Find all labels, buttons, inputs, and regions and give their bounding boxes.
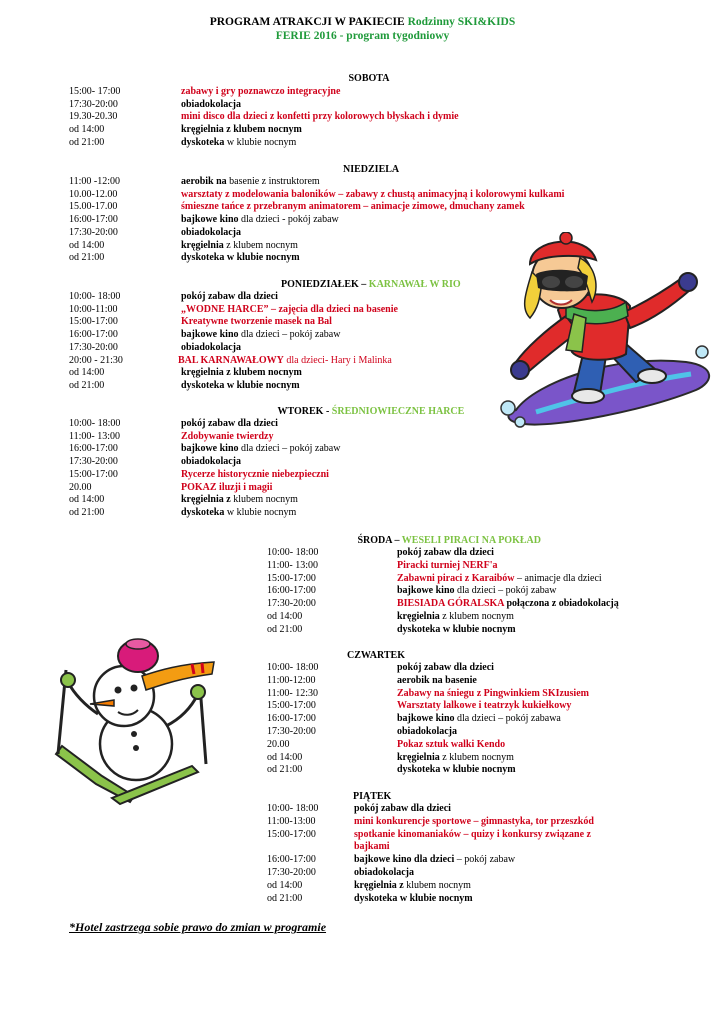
activity-detail: w klubie nocnym (224, 506, 297, 518)
schedule-row (267, 829, 725, 842)
activity-detail: dla dzieci – pokój zabaw (238, 443, 341, 455)
row-activity (354, 867, 414, 880)
row-activity (397, 688, 589, 701)
activity-bold: obiadokolacja (181, 341, 242, 353)
row-time: 17:30-20:00 (267, 598, 316, 610)
schedule-row (69, 494, 725, 507)
schedule-row (69, 86, 725, 99)
row-activity (181, 111, 459, 124)
schedule-row (267, 880, 725, 893)
schedule-row (267, 560, 725, 573)
activity-bold: pokój zabaw dla dzieci (181, 418, 278, 429)
activity-bold: dyskoteka w klubie nocnym (397, 764, 516, 776)
activity-bold: aerobik na (181, 176, 227, 187)
schedule-row (69, 367, 725, 380)
schedule-row (267, 675, 725, 688)
activity-bold: pokój zabaw dla dzieci (354, 803, 451, 814)
row-activity (181, 124, 302, 137)
schedule-row (69, 418, 725, 431)
schedule-row (267, 854, 725, 867)
row-activity (181, 494, 298, 507)
activity-bold: pokój zabaw dla dzieci (397, 547, 494, 558)
activity-detail: w klubie nocnym (224, 136, 297, 148)
schedule-row (267, 585, 725, 598)
activity-bold: obiadokolacja (181, 98, 242, 110)
row-time: 20.00 (267, 738, 290, 750)
snowman-illustration (42, 626, 222, 806)
day-heading (353, 790, 391, 803)
row-activity (354, 854, 515, 867)
activity-highlight: Zabawy na śniegu z Pingwinkiem SKIzusiem (397, 687, 589, 699)
schedule-row (267, 662, 725, 675)
activity-detail: basenie z instruktorem (226, 176, 320, 187)
activity-detail: dla dzieci – pokój zabaw (238, 329, 341, 341)
schedule-row (69, 482, 725, 495)
row-time: 10:00- 18:00 (267, 547, 319, 558)
row-activity (354, 893, 473, 906)
activity-bold: obiadokolacja (354, 867, 415, 878)
schedule-row (69, 111, 725, 124)
row-activity (397, 547, 494, 560)
row-activity (181, 99, 241, 112)
row-activity (354, 816, 594, 829)
day-name: ŚRODA – (357, 535, 400, 546)
activity-highlight: „WODNE HARCE” – zajęcia dla dzieci na basenie (181, 303, 398, 315)
schedule-row (267, 803, 725, 816)
row-activity (397, 611, 514, 624)
schedule-row (267, 752, 725, 765)
schedule-row (267, 726, 725, 739)
row-time: 15:00-17:00 (69, 468, 118, 480)
row-time: 11:00-12:00 (267, 674, 316, 686)
activity-highlight: Zabawni piraci z Karaibów (397, 572, 515, 584)
activity-bold: pokój zabaw dla dzieci (181, 291, 278, 302)
activity-bold: dyskoteka w klubie nocnym (354, 892, 473, 904)
day-heading (343, 163, 399, 176)
activity-detail: z klubem nocnym (439, 751, 514, 763)
row-activity (397, 624, 516, 637)
day-name: CZWARTEK (347, 650, 405, 661)
schedule-row (267, 598, 725, 611)
activity-detail: dla dzieci - pokój zabaw (238, 214, 339, 226)
activity-bold: kręgielnia (397, 611, 440, 622)
activity-highlight: spotkanie kinomaniaków – quizy i konkursy związane z (354, 828, 591, 840)
row-time: od 21:00 (69, 252, 105, 264)
schedule-row (267, 688, 725, 701)
row-activity (397, 573, 602, 586)
activity-bold: kręgielnia z klubem nocnym (181, 367, 302, 379)
row-activity (397, 764, 516, 777)
row-time: 10:00- 18:00 (267, 662, 319, 673)
schedule-row (267, 547, 725, 560)
activity-bold: bajkowe kino (181, 329, 239, 341)
row-time: 20:00 - 21:30 (69, 354, 123, 366)
schedule-row (69, 291, 725, 304)
schedule-row (267, 841, 725, 854)
footer-note: *Hotel zastrzega sobie prawo do zmian w programie (69, 920, 327, 934)
activity-bold: obiadokolacja (181, 226, 242, 238)
row-activity (181, 469, 329, 482)
activity-bold: bajkowe kino (181, 443, 239, 455)
activity-detail: z klubem nocnym (439, 611, 514, 622)
row-time: 16:00-17:00 (267, 585, 316, 597)
row-time: 17:30-20:00 (69, 456, 118, 468)
row-time: 17:30-20:00 (267, 726, 316, 737)
schedule-row (69, 469, 725, 482)
schedule-row (69, 189, 725, 202)
row-time: 11:00- 13:00 (69, 430, 121, 442)
day-theme: WESELI PIRACI NA POKŁAD (401, 535, 541, 546)
schedule-row (69, 443, 725, 456)
row-time: od 14:00 (69, 124, 105, 136)
schedule-row (69, 99, 725, 112)
activity-highlight: Rycerze historycznie niebezpieczni (181, 468, 329, 480)
schedule-row (69, 329, 725, 342)
row-activity (181, 418, 278, 431)
row-activity (181, 482, 272, 495)
row-activity (397, 726, 457, 739)
row-time: 17:30-20:00 (69, 226, 118, 238)
activity-detail: dla dzieci – pokój zabaw (454, 585, 557, 597)
schedule-row (69, 201, 725, 214)
activity-highlight: zabawy i gry poznawczo integracyjne (181, 86, 341, 97)
schedule-row (69, 342, 725, 355)
row-time: 10:00- 18:00 (69, 291, 121, 302)
row-activity (181, 329, 340, 342)
row-time: od 14:00 (267, 611, 303, 622)
day-theme: ŚREDNIOWIECZNE HARCE (331, 406, 465, 417)
row-time: 16:00-17:00 (267, 854, 316, 866)
activity-bold: pokój zabaw dla dzieci (397, 662, 494, 673)
row-activity (178, 355, 392, 368)
row-activity (181, 431, 274, 444)
schedule-row (69, 214, 725, 227)
activity-highlight: BAL KARNAWAŁOWY dla dzieci- Hary i Malinka (178, 354, 392, 366)
row-activity (181, 443, 340, 456)
row-activity (354, 803, 451, 816)
activity-highlight: mini disco dla dzieci z konfetti przy kolorowych błyskach i dymie (181, 111, 459, 123)
activity-highlight: BIESIADA GÓRALSKA (397, 598, 504, 610)
activity-bold: bajkowe kino (397, 713, 455, 725)
activity-bold: bajkowe kino (181, 214, 239, 226)
activity-detail: – animacje dla dzieci (514, 572, 602, 584)
row-activity (354, 829, 591, 842)
day-heading (278, 405, 465, 418)
row-time: od 21:00 (69, 136, 105, 148)
activity-detail: dla dzieci – pokój zabawa (454, 713, 561, 725)
row-activity (181, 201, 525, 214)
row-time: od 21:00 (267, 623, 303, 635)
row-time: 15:00-17:00 (267, 572, 316, 584)
row-time: 15:00-17:00 (267, 700, 316, 712)
row-time: od 21:00 (267, 764, 303, 776)
activity-highlight: Zdobywanie twierdzy (181, 430, 274, 442)
activity-highlight: POKAZ iluzji i magii (181, 481, 273, 493)
row-activity (397, 662, 494, 675)
row-time: 16:00-17:00 (267, 713, 316, 725)
activity-highlight: Piracki turniej NERF'a (397, 559, 498, 571)
row-activity (181, 252, 300, 265)
row-time: 17:30-20:00 (69, 341, 118, 353)
row-activity (181, 240, 298, 253)
day-name: NIEDZIELA (343, 164, 400, 175)
row-activity (181, 342, 241, 355)
row-activity (181, 176, 320, 189)
row-time: od 14:00 (69, 494, 105, 506)
row-activity (397, 560, 498, 573)
row-time: 10.00-12.00 (69, 188, 118, 200)
schedule-row (267, 624, 725, 637)
activity-bold: dyskoteka w klubie nocnym (397, 623, 516, 635)
activity-detail: z klubem nocnym (223, 239, 298, 251)
schedule-row (69, 507, 725, 520)
day-heading (281, 278, 461, 291)
row-activity (181, 137, 296, 150)
title-prefix: PROGRAM ATRAKCJI W PAKIECIE (209, 16, 405, 28)
schedule-row (69, 176, 725, 189)
activity-detail: klubem nocnym (403, 879, 471, 891)
activity-highlight: Pokaz sztuk walki Kendo (397, 738, 506, 750)
activity-bold: kręgielnia (397, 751, 440, 763)
schedule-row (69, 304, 725, 317)
day-heading (358, 534, 541, 547)
row-time: od 14:00 (69, 367, 105, 379)
row-time: 16:00-17:00 (69, 443, 118, 455)
row-time: 11:00 -12:00 (69, 176, 121, 187)
row-time: 20.00 (69, 481, 92, 493)
row-activity (181, 304, 398, 317)
schedule-row (267, 573, 725, 586)
activity-bold: kręgielnia z (181, 494, 231, 506)
day-theme: KARNAWAŁ W RIO (368, 279, 461, 290)
row-activity (397, 585, 556, 598)
row-time: 11:00-13:00 (267, 815, 316, 827)
schedule-row (267, 713, 725, 726)
day-name: PIĄTEK (353, 791, 392, 802)
row-time: 11:00- 12:30 (267, 687, 319, 699)
row-time: 10:00- 18:00 (267, 803, 319, 814)
row-activity (181, 291, 278, 304)
row-time: 15:00- 17:00 (69, 86, 121, 97)
row-time: 15:00-17:00 (267, 828, 316, 840)
row-time: 10:00- 18:00 (69, 418, 121, 429)
row-activity (354, 841, 390, 854)
schedule-row (69, 316, 725, 329)
activity-detail: klubem nocnym (230, 494, 298, 506)
row-activity (181, 214, 339, 227)
row-time: 10:00-11:00 (69, 303, 118, 315)
day-name: WTOREK - (277, 406, 330, 417)
activity-detail: – pokój zabaw (454, 854, 516, 866)
row-activity (181, 456, 241, 469)
row-time: 15.00-17.00 (69, 201, 118, 213)
row-activity (181, 316, 332, 329)
schedule-row (267, 764, 725, 777)
activity-bold: kręgielnia z klubem nocnym (181, 124, 302, 136)
row-activity (181, 380, 300, 393)
title-brand: Rodzinny SKI&KIDS (407, 16, 516, 28)
row-activity (181, 227, 241, 240)
row-activity (181, 189, 564, 202)
title-line-1 (0, 15, 725, 29)
activity-bold: dyskoteka w klubie nocnym (181, 379, 300, 391)
schedule-row (69, 380, 725, 393)
activity-highlight: warsztaty z modelowania baloników – zabawy z chustą animacyjną i kolorowymi kulkami (181, 188, 565, 200)
activity-bold: dyskoteka w klubie nocnym (181, 252, 300, 264)
row-time: 11:00- 13:00 (267, 559, 319, 571)
activity-bold: obiadokolacja (181, 456, 242, 468)
schedule-row (69, 431, 725, 444)
row-activity (181, 507, 296, 520)
activity-highlight: śmieszne tańce z przebranym animatorem – animacje zimowe, dmuchany zamek (181, 201, 525, 213)
row-time: 16:00-17:00 (69, 329, 118, 341)
row-activity (397, 752, 514, 765)
row-time: od 14:00 (267, 879, 303, 891)
schedule-row (69, 456, 725, 469)
row-time: 17:30-20:00 (267, 867, 316, 878)
row-activity (181, 86, 340, 99)
row-time: od 14:00 (267, 751, 303, 763)
row-time: 19.30-20.30 (69, 111, 118, 123)
row-activity (397, 739, 505, 752)
day-name: SOBOTA (348, 73, 390, 84)
schedule-row (267, 867, 725, 880)
row-time: od 21:00 (69, 379, 105, 391)
row-activity (397, 700, 571, 713)
schedule-row (267, 816, 725, 829)
row-time: 17:30-20:00 (69, 98, 118, 110)
activity-bold: dyskoteka (181, 506, 225, 518)
schedule-row (69, 240, 725, 253)
schedule-row (69, 355, 725, 368)
activity-bold: aerobik na basenie (397, 674, 477, 686)
activity-highlight: bajkami (354, 841, 390, 853)
activity-bold: obiadokolacja (397, 726, 458, 737)
day-name: PONIEDZIAŁEK – (281, 279, 367, 290)
activity-bold: dyskoteka (181, 136, 225, 148)
schedule-row (69, 124, 725, 137)
activity-highlight: Kreatywne tworzenie masek na Bal (181, 316, 332, 328)
schedule-row (267, 611, 725, 624)
row-activity (354, 880, 471, 893)
row-activity (397, 598, 619, 611)
day-heading (349, 72, 390, 85)
row-activity (397, 675, 477, 688)
schedule-row (267, 893, 725, 906)
activity-bold: kręgielnia (181, 239, 224, 251)
schedule-row (69, 252, 725, 265)
activity-bold: bajkowe kino dla dzieci (354, 854, 455, 866)
day-heading (347, 649, 405, 662)
activity-highlight: mini konkurencje sportowe – gimnastyka, tor przeszkód (354, 815, 594, 827)
schedule-row (69, 137, 725, 150)
row-time: od 21:00 (69, 506, 105, 518)
activity-bold: połączona z obiadokolacją (503, 598, 619, 610)
activity-bold: bajkowe kino (397, 585, 455, 597)
activity-highlight: Warsztaty lalkowe i teatrzyk kukiełkowy (397, 700, 572, 712)
row-time: od 14:00 (69, 239, 105, 251)
schedule-row (69, 227, 725, 240)
row-time: 16:00-17:00 (69, 214, 118, 226)
row-activity (181, 367, 302, 380)
row-time: od 21:00 (267, 892, 303, 904)
row-activity (397, 713, 561, 726)
row-time: 15:00-17:00 (69, 316, 118, 328)
schedule-row (267, 739, 725, 752)
activity-bold: kręgielnia z (354, 879, 404, 891)
title-line-2: FERIE 2016 - program tygodniowy (275, 30, 450, 42)
schedule-row (267, 700, 725, 713)
